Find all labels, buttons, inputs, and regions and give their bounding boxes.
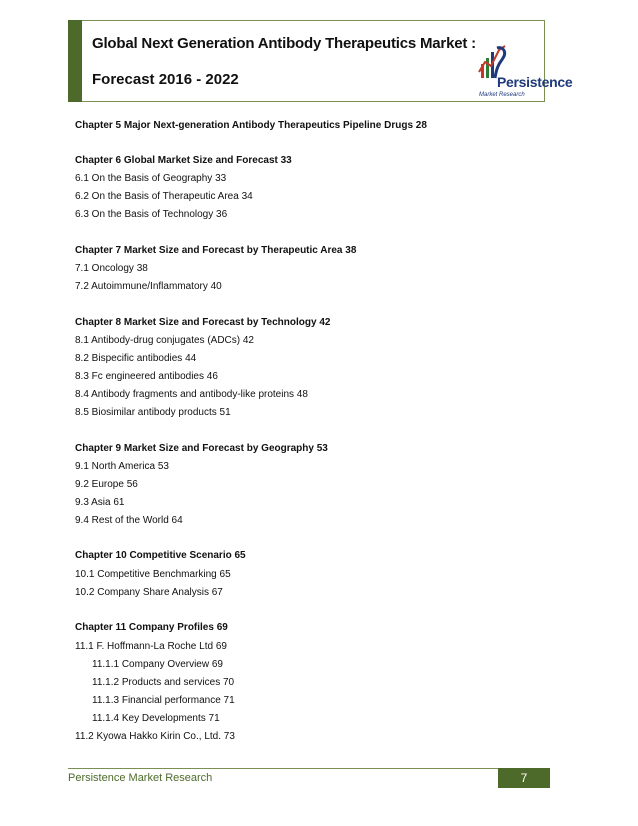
toc-item-9-4: 9.4 Rest of the World 64 [75, 515, 183, 526]
logo-subtext: Market Research [479, 92, 525, 98]
logo-wordmark: Persistence [497, 74, 573, 90]
toc-item-11-1-4: 11.1.4 Key Developments 71 [92, 713, 220, 724]
toc-item-11-1: 11.1 F. Hoffmann-La Roche Ltd 69 [75, 641, 227, 652]
toc-chapter-11: Chapter 11 Company Profiles 69 [75, 622, 228, 633]
toc-chapter-8: Chapter 8 Market Size and Forecast by Technology 42 [75, 317, 331, 328]
toc-item-8-3: 8.3 Fc engineered antibodies 46 [75, 371, 218, 382]
toc-item-8-5: 8.5 Biosimilar antibody products 51 [75, 407, 231, 418]
toc-item-8-4: 8.4 Antibody fragments and antibody-like proteins 48 [75, 389, 308, 400]
document-title: Global Next Generation Antibody Therapeutics Market : [92, 35, 476, 52]
footer-publisher: Persistence Market Research [68, 772, 213, 784]
toc-item-9-2: 9.2 Europe 56 [75, 479, 138, 490]
toc-item-7-1: 7.1 Oncology 38 [75, 263, 148, 274]
toc-item-6-1: 6.1 On the Basis of Geography 33 [75, 173, 227, 184]
toc-item-10-2: 10.2 Company Share Analysis 67 [75, 587, 223, 598]
page-footer [68, 768, 550, 788]
toc-item-7-2: 7.2 Autoimmune/Inflammatory 40 [75, 281, 222, 292]
toc-item-9-3: 9.3 Asia 61 [75, 497, 125, 508]
document-subtitle: Forecast 2016 - 2022 [92, 71, 239, 88]
persistence-logo [473, 42, 573, 102]
page-number: 7 [498, 768, 550, 788]
toc-item-9-1: 9.1 North America 53 [75, 461, 169, 472]
toc-item-8-2: 8.2 Bispecific antibodies 44 [75, 353, 197, 364]
toc-chapter-9: Chapter 9 Market Size and Forecast by Geography 53 [75, 443, 328, 454]
footer-divider [68, 768, 550, 769]
toc-chapter-5: Chapter 5 Major Next-generation Antibody Therapeutics Pipeline Drugs 28 [75, 120, 427, 131]
toc-item-6-2: 6.2 On the Basis of Therapeutic Area 34 [75, 191, 253, 202]
toc-item-11-1-2: 11.1.2 Products and services 70 [92, 677, 235, 688]
page-header [68, 20, 573, 102]
toc-item-11-1-3: 11.1.3 Financial performance 71 [92, 695, 235, 706]
toc-item-10-1: 10.1 Competitive Benchmarking 65 [75, 569, 231, 580]
toc-chapter-10: Chapter 10 Competitive Scenario 65 [75, 550, 246, 561]
toc-chapter-6: Chapter 6 Global Market Size and Forecast 33 [75, 155, 292, 166]
toc-item-11-2: 11.2 Kyowa Hakko Kirin Co., Ltd. 73 [75, 731, 235, 742]
toc-item-8-1: 8.1 Antibody-drug conjugates (ADCs) 42 [75, 335, 254, 346]
toc-chapter-7: Chapter 7 Market Size and Forecast by Therapeutic Area 38 [75, 245, 357, 256]
toc-item-6-3: 6.3 On the Basis of Technology 36 [75, 209, 228, 220]
toc-item-11-1-1: 11.1.1 Company Overview 69 [92, 659, 223, 670]
header-accent-bar [68, 20, 82, 102]
